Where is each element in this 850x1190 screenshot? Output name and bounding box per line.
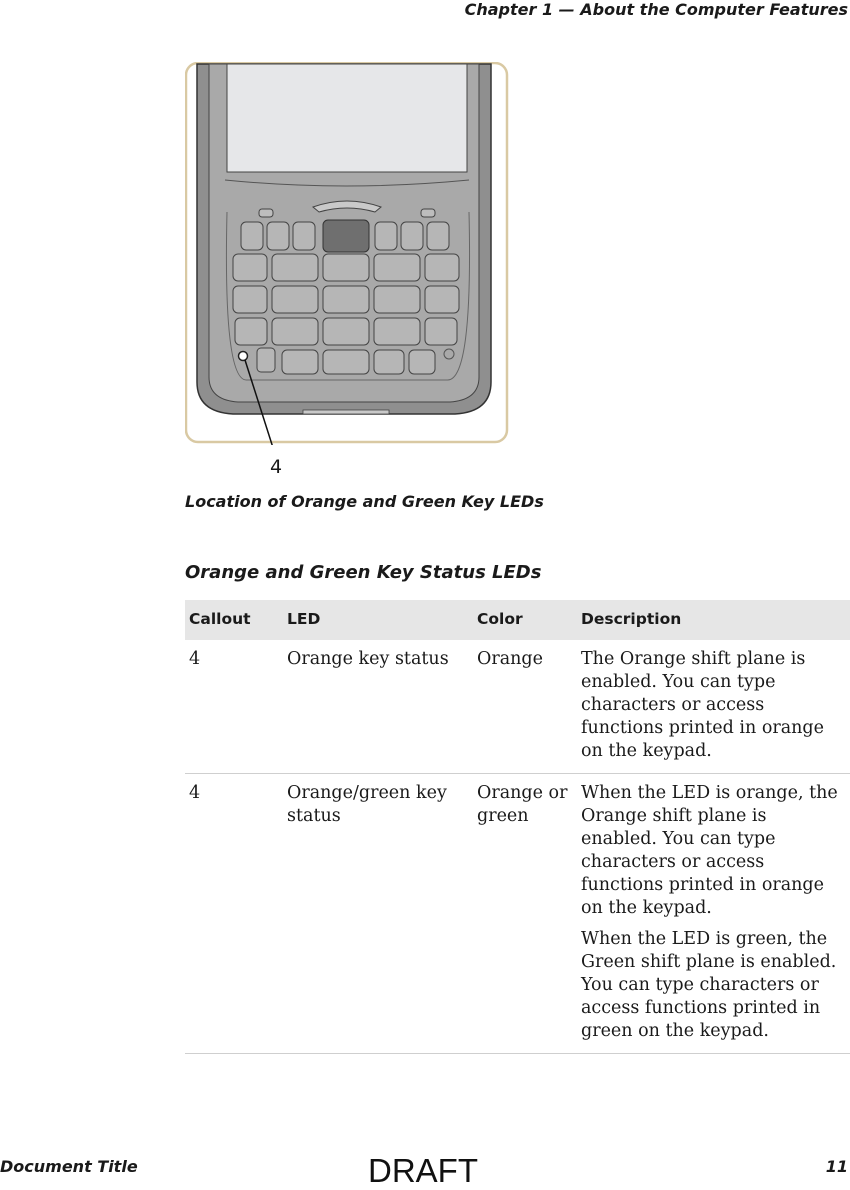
cell-description [577,774,850,1054]
center-key [323,220,369,252]
footer-document-title: Document Title [0,1157,138,1176]
column-header-led: LED [283,600,473,640]
table-row [185,640,850,774]
table-title: Orange and Green Key Status LEDs [185,562,542,583]
description-paragraph: When the LED is orange, the Orange shift plane is enabled. You can type characters or access functions printed in orange on the keypad. [581,783,838,918]
column-header-callout: Callout [185,600,283,640]
chapter-header: Chapter 1 — About the Computer Features [464,0,848,19]
table-header-row [185,600,850,640]
cell-color: Orange [473,640,577,774]
cell-color: Orange or green [473,774,577,1054]
device-screen [227,64,467,172]
column-header-color: Color [473,600,577,640]
led-status-table [185,600,850,1054]
cell-led: Orange key status [283,640,473,774]
cell-description [577,640,850,774]
table-row [185,774,850,1054]
description-paragraph: The Orange shift plane is enabled. You can type characters or access functions printed in orange on the keypad. [581,649,824,761]
footer-page-number: 11 [825,1157,848,1176]
cell-led: Orange/green key status [283,774,473,1054]
figure-caption: Location of Orange and Green Key LEDs [185,492,544,511]
callout-label: 4 [270,456,283,478]
cell-callout: 4 [185,640,283,774]
device-illustration [185,62,509,445]
led-indicator [239,352,248,361]
description-paragraph: When the LED is green, the Green shift plane is enabled. You can type characters or access functions printed in green on the keypad. [581,929,837,1041]
draft-watermark: DRAFT [368,1152,478,1189]
column-header-description: Description [577,600,850,640]
cell-callout: 4 [185,774,283,1054]
